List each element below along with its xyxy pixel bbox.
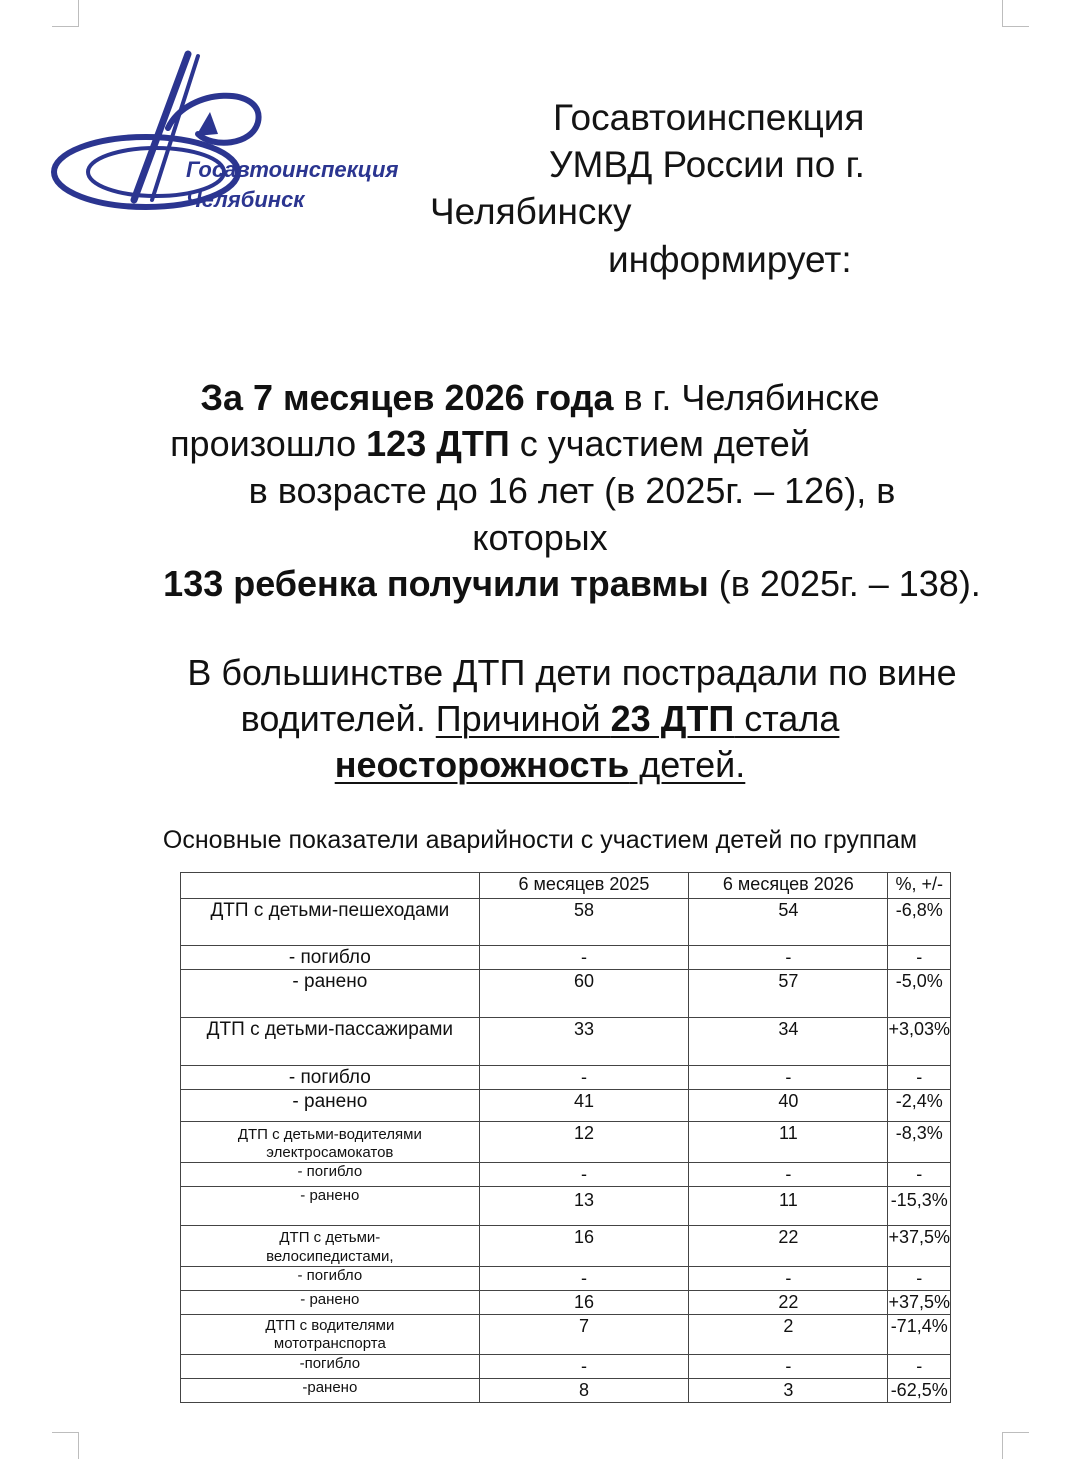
table-row: - погибло - - - bbox=[181, 946, 951, 970]
table-row: ДТП с детьми-пешеходами 58 54 -6,8% bbox=[181, 899, 951, 946]
column-header-change: %, +/- bbox=[888, 873, 951, 899]
crop-mark-top-right bbox=[1002, 0, 1029, 27]
table-row: - ранено 60 57 -5,0% bbox=[181, 970, 951, 1018]
table-header-row bbox=[181, 873, 951, 899]
bulletin-cause-underlined: Причиной 23 ДТП стала bbox=[435, 698, 840, 739]
column-header-2026: 6 месяцев 2026 bbox=[689, 873, 888, 899]
crop-mark-bottom-right bbox=[1002, 1432, 1029, 1459]
gosavtoinspektsiya-logo bbox=[48, 50, 428, 220]
bulletin-line-8: неосторожность детей. bbox=[334, 744, 746, 785]
table-row: - погибло - - - bbox=[181, 1267, 951, 1291]
table-row: -погибло - - - bbox=[181, 1355, 951, 1379]
header-line-1: Госавтоинспекция bbox=[553, 97, 865, 138]
table-row: - ранено 13 11 -15,3% bbox=[181, 1187, 951, 1226]
table-row: - погибло - - - bbox=[181, 1163, 951, 1187]
column-header-2025: 6 месяцев 2025 bbox=[479, 873, 689, 899]
bulletin-period: За 7 месяцев 2026 года bbox=[200, 377, 614, 418]
bulletin-line-2: произошло 123 ДТП с участием детей bbox=[170, 423, 810, 464]
logo-text-line2: Челябинск bbox=[186, 187, 305, 212]
table-row: - ранено 41 40 -2,4% bbox=[181, 1090, 951, 1122]
bulletin-carelessness: неосторожность bbox=[334, 744, 630, 785]
bulletin-line-1: За 7 месяцев 2026 года в г. Челябинске bbox=[200, 377, 880, 418]
header-line-3: Челябинску bbox=[430, 191, 632, 232]
table-row: - ранено 16 22 +37,5% bbox=[181, 1291, 951, 1315]
table-row: - погибло - - - bbox=[181, 1066, 951, 1090]
table-row: ДТП с водителями мототранспорта 7 2 -71,4% bbox=[181, 1315, 951, 1355]
crop-mark-top-left bbox=[52, 0, 79, 27]
table-row: ДТП с детьми-велосипедистами, 16 22 +37,5% bbox=[181, 1226, 951, 1267]
crop-mark-bottom-left bbox=[52, 1432, 79, 1459]
bulletin-accident-count: 123 ДТП bbox=[366, 423, 510, 464]
table-caption: Основные показатели аварийности с участием детей по группам bbox=[162, 826, 918, 854]
table-row: ДТП с детьми-пассажирами 33 34 +3,03% bbox=[181, 1018, 951, 1066]
bulletin-line-6: В большинстве ДТП дети пострадали по вине bbox=[187, 652, 957, 693]
logo-text-line1: Госавтоинспекция bbox=[186, 157, 399, 182]
bulletin-line-3: в возрасте до 16 лет (в 2025г. – 126), в bbox=[248, 470, 896, 511]
table-row: ДТП с детьми-водителями электросамокатов 12 11 -8,3% bbox=[181, 1122, 951, 1163]
table-row: -ранено 8 3 -62,5% bbox=[181, 1379, 951, 1403]
header-line-2: УМВД России по г. bbox=[549, 144, 865, 185]
header-line-4: информирует: bbox=[608, 239, 852, 280]
statistics-table bbox=[180, 872, 951, 1403]
bulletin-line-7: водителей. Причиной 23 ДТП стала bbox=[240, 698, 840, 739]
bulletin-injured-count: 133 ребенка получили травмы bbox=[163, 563, 709, 604]
logo-arrow bbox=[196, 112, 218, 136]
bulletin-line-4: которых bbox=[472, 517, 608, 558]
bulletin-line-5: 133 ребенка получили травмы (в 2025г. – 138). bbox=[163, 563, 981, 604]
